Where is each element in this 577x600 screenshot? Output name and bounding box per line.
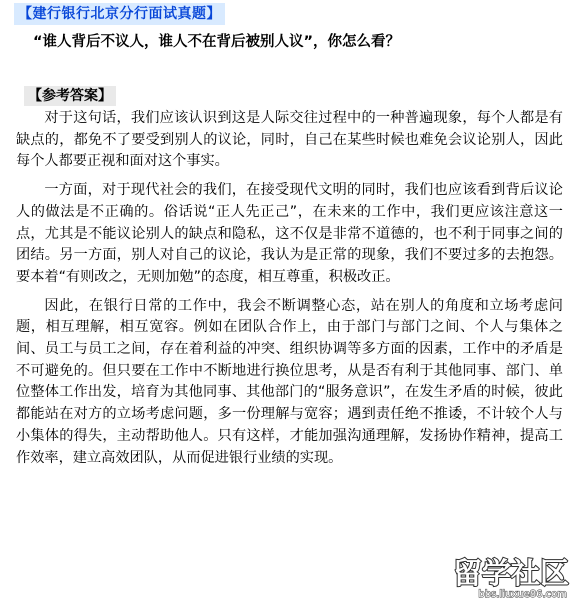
watermark-brand: 留学社区 [452,556,569,590]
exam-source-tag: 【建行银行北京分行面试真题】 [14,3,225,25]
watermark-logo [421,552,571,600]
answer-heading: 【参考答案】 [24,86,116,106]
answer-paragraph-3: 因此，在银行日常的工作中，我会不断调整心态，站在别人的角度和立场考虑问题，相互理解，相互宽容。例如在团队合作上，由于部门与部门之间、个人与集体之间、员工与员工之间，存在着利益的冲突、组织协调等多方面的因素，工作中的矛盾是不可避免的。但只要在工作中不断地进行换位思考，从是否有利于其他同事、部门、单位整体工作出发，培育为其他同事、其他部门的“服务意识”，在发生矛盾的时候，彼此都能站在对方的立场考虑问题，多一份理解与宽容；遇到责任绝不推诿，不计较个人与小集体的得失，主动帮助他人。只有这样，才能加强沟通理解，发扬协作精神，提高工作效率，建立高效团队，从而促进银行业绩的实现。 [16,297,563,466]
answer-body [16,108,563,476]
site-watermark [421,552,571,600]
interview-question: “谁人背后不议人，谁人不在背后被别人议”，你怎么看？ [33,34,401,50]
answer-paragraph-1: 对于这句话，我们应该认识到这是人际交往过程中的一种普遍现象，每个人都是有缺点的，都免不了要受到别人的议论，同时，自己在某些时候也难免会议论别人，因此每个人都要正视和面对这个事实。 [16,110,563,170]
answer-paragraph-2: 一方面，对于现代社会的我们，在接受现代文明的同时，我们也应该看到背后议论人的做法是不正确的。俗话说“正人先正己”，在未来的工作中，我们更应该注意这一点，尤其是不能议论别人的缺点和隐私，这不仅是非常不道德的，也不利于同事之间的团结。另一方面，别人对自己的议论，我认为是正常的现象，我们不要过多的去抱怨。要本着“有则改之，无则加勉”的态度，相互尊重，积极改正。 [16,182,563,285]
watermark-url: bbs.liuxue86.com [478,589,567,600]
